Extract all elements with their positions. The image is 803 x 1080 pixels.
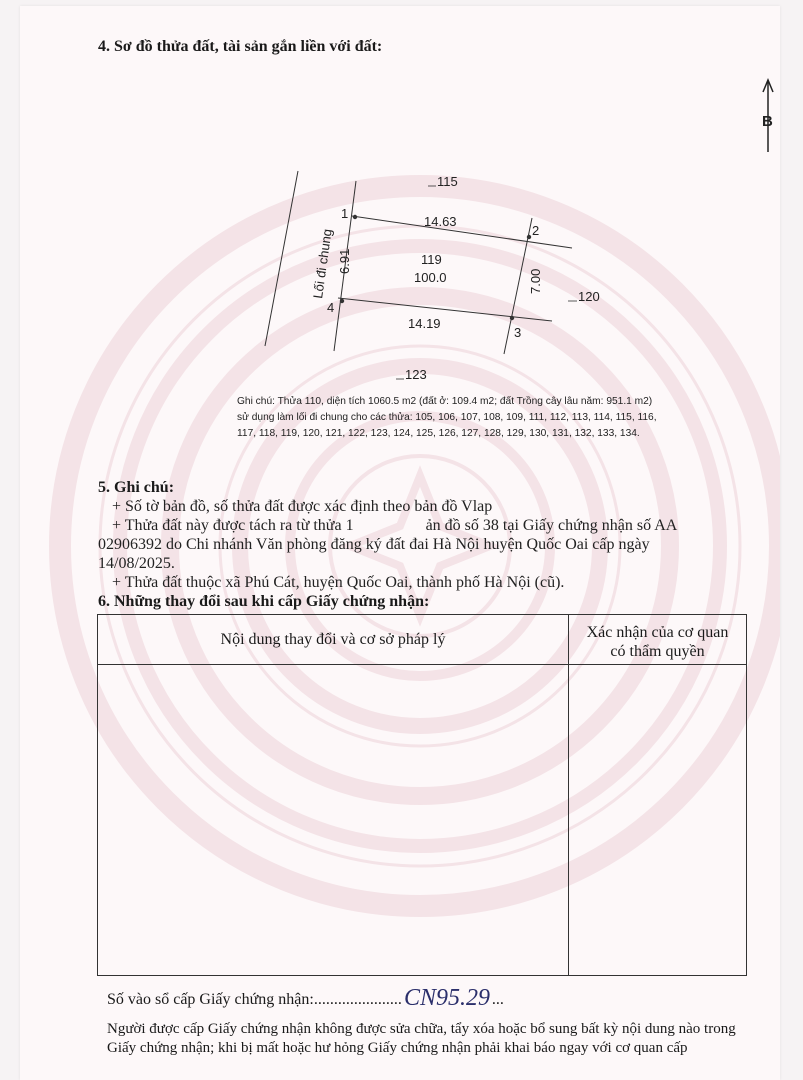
parcel-number: 119 (421, 252, 442, 267)
table-column-divider (568, 615, 569, 975)
north-label: B (762, 113, 773, 130)
certificate-page (20, 6, 780, 1080)
svg-text:CN95.29: CN95.29 (403, 985, 490, 1009)
registry-label: Số vào sổ cấp Giấy chứng nhận:...................... (107, 991, 402, 1008)
neighbor-top: 115 (437, 174, 458, 189)
parcel-diagram (20, 6, 780, 406)
edge-left-length: 6.91 (337, 248, 352, 274)
warning-line1: Người được cấp Giấy chứng nhận không được sửa chữa, tẩy xóa hoặc bổ sung bất kỳ nội dung nào trong (107, 1021, 736, 1037)
diagram-note-line1: Ghi chú: Thửa 110, diện tích 1060.5 m2 (đất ở: 109.4 m2; đất Trồng cây lâu năm: 951.1 m2) (237, 396, 653, 407)
warning-line2: Giấy chứng nhận; khi bị mất hoặc hư hỏng Giấy chứng nhận phải khai báo ngay với cơ quan cấp (107, 1040, 688, 1056)
point-2-marker (527, 235, 531, 239)
edge-bottom-length: 14.19 (408, 316, 441, 331)
diagram-note-line2: sử dụng làm lối đi chung cho các thửa: 105, 106, 107, 108, 109, 111, 112, 113, 114, 115, 116, (237, 412, 657, 423)
point-1-marker (353, 215, 357, 219)
table-header-changes: Nội dung thay đổi và cơ sở pháp lý (220, 630, 446, 648)
parcel-area: 100.0 (414, 270, 447, 285)
road-label: Lối đi chung (310, 227, 335, 300)
point-3-label: 3 (514, 325, 522, 340)
diagram-note-line3: 117, 118, 119, 120, 121, 122, 123, 124, 125, 126, 127, 128, 129, 130, 131, 132, 133, 134. (237, 428, 640, 439)
section5-line5: + Thửa đất thuộc xã Phú Cát, huyện Quốc Oai, thành phố Hà Nội (cũ). (112, 574, 565, 591)
edge-right-length: 7.00 (528, 268, 543, 294)
registry-line (107, 985, 504, 1009)
neighbor-right: 120 (578, 289, 600, 304)
edge-top-length: 14.63 (424, 214, 457, 229)
point-1-label: 1 (341, 206, 349, 221)
table-header-authority: Xác nhận của cơ quan có thẩm quyền (586, 624, 729, 660)
section4-title: 4. Sơ đồ thửa đất, tài sản gắn liền với đất: (98, 38, 383, 55)
table-header-divider (98, 664, 746, 665)
section5-line2: + Thửa đất này được tách ra từ thửa 1 ản đồ số 38 tại Giấy chứng nhận số AA (112, 517, 678, 534)
section6-title: 6. Những thay đổi sau khi cấp Giấy chứng nhận: (98, 593, 430, 610)
point-4-label: 4 (327, 300, 335, 315)
section5-line1: + Số tờ bản đồ, số thửa đất được xác định theo bản đồ Vlap (112, 498, 493, 515)
neighbor-bottom: 123 (405, 367, 427, 382)
registry-tail: ... (491, 991, 504, 1008)
changes-table (97, 614, 747, 976)
point-2-label: 2 (532, 223, 540, 238)
section5-line4: 14/08/2025. (98, 555, 175, 572)
section5-line3: 02906392 do Chi nhánh Văn phòng đăng ký đất đai Hà Nội huyện Quốc Oai cấp ngày (98, 536, 650, 553)
registry-handwritten-number (402, 985, 492, 1009)
point-3-marker (510, 316, 514, 320)
point-4-marker (340, 299, 344, 303)
section5-title: 5. Ghi chú: (98, 479, 175, 496)
